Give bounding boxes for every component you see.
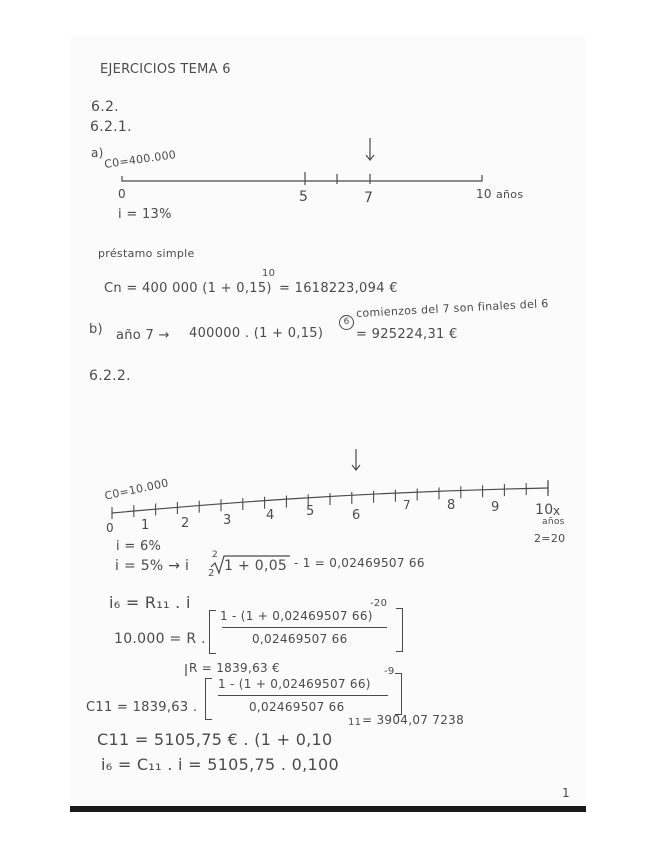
axis-622-label-10: 10 [535, 502, 554, 518]
loan-type: préstamo simple [98, 247, 195, 260]
eq2-denominator: 0,02469507 66 [249, 700, 345, 714]
part-a-formula: Cn = 400 000 (1 + 0,15) [104, 281, 272, 296]
part-a-c0: C0=400.000 [103, 148, 177, 171]
axis-622-label-6: 6 [352, 508, 361, 523]
periods-note: 2=20 [534, 532, 566, 545]
part-b-label: b) [89, 322, 103, 337]
page-number: 1 [562, 786, 570, 800]
part-a-label: a) [91, 146, 104, 160]
axis-622-label-4: 4 [266, 508, 275, 523]
root-index: 2 [212, 550, 219, 560]
eq2-bracket-right [395, 673, 402, 715]
eq2-fraction-bar [218, 695, 388, 696]
part-a-result: = 1618223,094 € [279, 281, 398, 296]
timeline-a [122, 138, 482, 185]
eq1-bracket-left [209, 610, 216, 654]
r-result: R = 1839,63 € [189, 661, 280, 675]
eq2-bracket-left [205, 678, 212, 720]
axis-a-label-5: 5 [299, 189, 309, 205]
c11-line: C11 = 5105,75 € . (1 + 0,10 [97, 730, 333, 749]
axis-622-unit: años [542, 517, 565, 527]
i6-final-line: i₆ = C₁₁ . i = 5105,75 . 0,100 [101, 755, 339, 774]
axis-a-unit: años [496, 188, 524, 201]
eq1-lhs: 10.000 = R . [114, 631, 206, 647]
root-body: 1 + 0,05 [224, 558, 288, 574]
part-a-exponent: 10 [262, 268, 276, 279]
axis-622-label-1: 1 [141, 518, 150, 533]
eq1-denominator: 0,02469507 66 [252, 632, 348, 646]
eq1-bracket-right [396, 608, 403, 652]
rate-result: - 1 = 0,02469507 66 [294, 556, 425, 570]
rate-nominal: i = 6% [116, 539, 162, 554]
eq1-numerator: 1 - (1 + 0,02469507 66) [220, 609, 373, 623]
eq1-fraction-bar [222, 627, 387, 628]
part-b-prefix: año 7 → [116, 328, 170, 343]
circled-exponent: 6 [339, 315, 354, 330]
axis-622-end-mark: x [553, 504, 561, 518]
axis-622-label-5: 5 [306, 504, 315, 519]
c11-result: = 3904,07 7238 [362, 713, 465, 727]
axis-622-label-3: 3 [223, 513, 232, 528]
eq1-exponent: -20 [370, 598, 388, 609]
section-6-2: 6.2. [91, 99, 119, 115]
axis-622-label-0: 0 [106, 521, 114, 535]
axis-622-label-9: 9 [491, 500, 500, 515]
rate-sub: 2 [208, 568, 215, 579]
section-6-2-1: 6.2.1. [90, 119, 132, 135]
axis-622-label-2: 2 [181, 516, 190, 531]
part-b-note: comienzos del 7 son finales del 6 [355, 296, 549, 321]
part-a-rate: i = 13% [118, 207, 172, 222]
section-6-2-2: 6.2.2. [89, 368, 131, 384]
axis-622-label-8: 8 [447, 498, 456, 513]
rate-line: i = 5% → i [115, 558, 190, 574]
eq2-exponent: -9 [384, 666, 395, 677]
part-b-result: = 925224,31 € [356, 327, 458, 342]
axis-622-label-7: 7 [403, 498, 411, 512]
eq2-numerator: 1 - (1 + 0,02469507 66) [218, 677, 371, 691]
c11-exponent: 11 [348, 717, 362, 728]
i6-line: i₆ = R₁₁ . i [109, 593, 191, 612]
part-b-formula: 400000 . (1 + 0,15) [189, 326, 324, 341]
axis-a-label-0: 0 [118, 187, 126, 201]
eq2-lhs: C11 = 1839,63 . [86, 700, 198, 715]
axis-a-label-10: 10 [476, 187, 492, 201]
page-title: EJERCICIOS TEMA 6 [100, 62, 231, 77]
axis-a-label-7: 7 [364, 190, 374, 206]
part-622-c0: C0=10.000 [103, 476, 170, 503]
